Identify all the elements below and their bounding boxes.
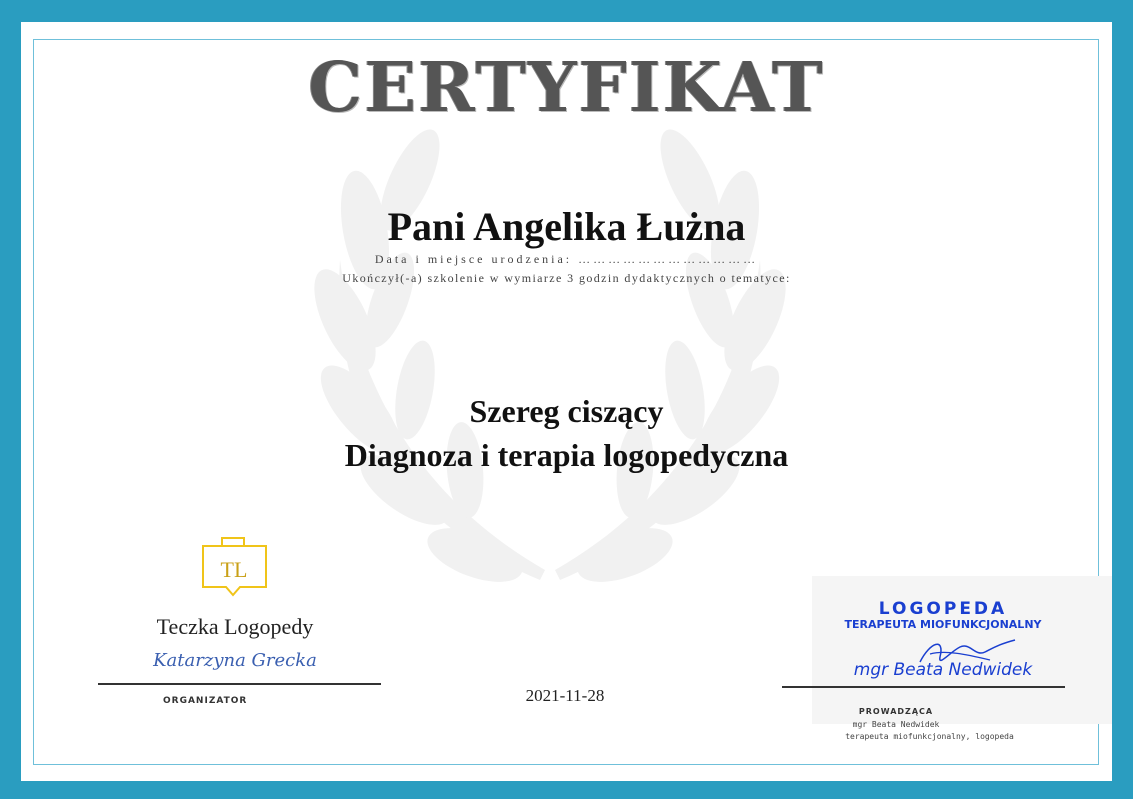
- completion-statement: Ukończył(-a) szkolenie w wymiarze 3 godzin dydaktycznych o tematyce:: [342, 271, 791, 285]
- issue-date: 2021-11-28: [525, 686, 605, 705]
- stamp-line-3: mgr Beata Nedwidek: [853, 660, 1033, 680]
- organizer-signature-line: [98, 683, 381, 685]
- lead-role: terapeuta miofunkcjonalny, logopeda: [845, 732, 1014, 741]
- stamp-line-1: LOGOPEDA: [878, 599, 1008, 619]
- stamp-line-2: TERAPEUTA MIOFUNKCJONALNY: [844, 618, 1042, 631]
- lead-name: mgr Beata Nedwidek: [852, 720, 940, 729]
- lead-signature-line: [782, 686, 1065, 688]
- teczka-logo-icon: [200, 535, 270, 605]
- organizer-label: ORGANIZATOR: [163, 696, 248, 706]
- training-topic-line-2: Diagnoza i terapia logopedyczna: [344, 437, 789, 473]
- organizer-brand: Teczka Logopedy: [156, 614, 314, 639]
- lead-label: PROWADZĄCA: [858, 707, 934, 716]
- laurel-wreath-watermark: [270, 110, 830, 630]
- birth-date-place-line: Data i miejsce urodzenia: ………………………………: [374, 252, 759, 266]
- recipient-name: Pani Angelika Łużna: [387, 204, 746, 249]
- training-topic-line-1: Szereg ciszący: [469, 393, 664, 429]
- certificate-title: CERTYFIKAT: [308, 48, 825, 128]
- organizer-signature: Katarzyna Grecka: [153, 650, 317, 671]
- logo-letters: TL: [220, 557, 248, 582]
